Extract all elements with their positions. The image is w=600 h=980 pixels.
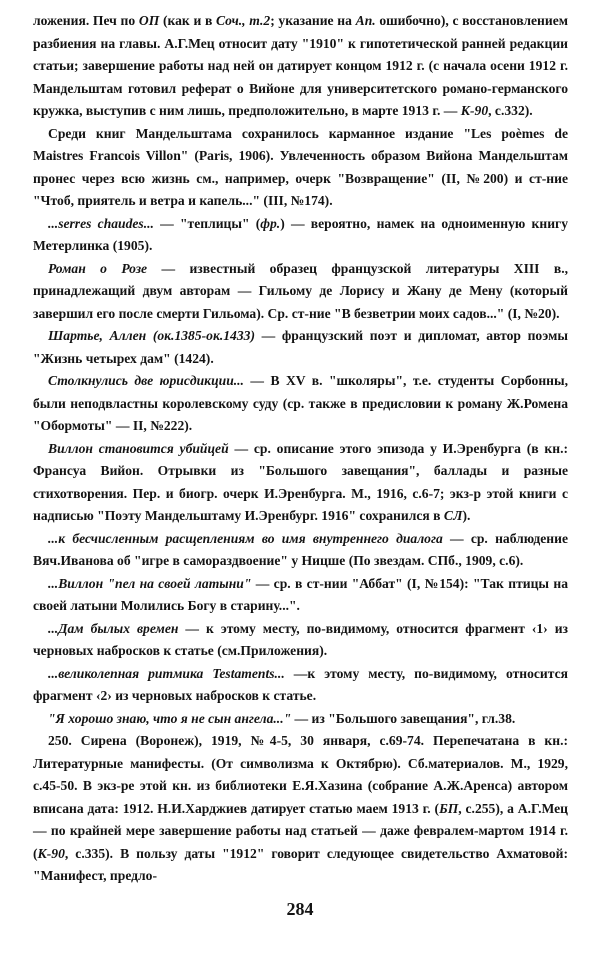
text-segment: ) — вероятно, намек на одноименную книгу Метерлинка (1905). — [33, 215, 568, 253]
commentary-paragraph — [33, 325, 568, 370]
italic-text-segment: К-90 — [37, 845, 65, 861]
text-segment: — к этому месту, по-видимому, относится фрагмент ‹1› из черновых набросков к статье (см.Приложения). — [33, 620, 568, 658]
text-segment: — В XV в. "школяры", т.е. студенты Сорбонны, были неподвластны королевскому суду (ср. также в предисловии к роману Ж.Ромена "Обормоты" — II, №222). — [33, 373, 568, 433]
text-segment: , с.335). В пользу даты "1912" говорит следующее свидетельство Ахматовой: "Манифест, предло- — [33, 845, 568, 883]
italic-text-segment: фр. — [260, 215, 281, 231]
italic-text-segment: К-90 — [460, 103, 489, 118]
text-segment: ). — [462, 508, 471, 523]
commentary-text — [33, 10, 568, 888]
italic-text-segment: Шартье, Аллен (ок.1385-ок.1433) — [48, 328, 255, 343]
italic-text-segment: ОП — [138, 13, 160, 28]
italic-text-segment: ...Виллон "пел на своей латыни" — [48, 575, 252, 591]
text-segment: — ср. в ст-нии "Аббат" (I, №154): "Так птицы на своей латыни Молились Богу в старину...". — [33, 575, 568, 613]
commentary-paragraph — [33, 123, 568, 213]
text-segment: 250. Сирена (Воронеж), 1919, №4-5, 30 января, с.69-74. Перепечатана в кн.: Литературные манифесты. (От символизма к Октябрю). Сб.материалов. М., 1929, с.45-50. В экз-ре этой кн. из библиотеки Е.Я.Хазина (собрание А.Ж.Аренса) автором вписана дата: 1912. Н.И.Харджиев датирует статью маем 1913 г. ( — [33, 733, 568, 816]
text-segment: — ср. описание этого эпизода у И.Эренбурга (в кн.: Франсуа Вийон. Отрывки из "Большого завещания", баллады и разные стихотворения. Пер. и биогр. очерк И.Эренбурга. М., 1916, с.6-7; экз-р этой книги с надписью "Поэту Мандельштаму И.Эренбург. 1916" сохранился в — [33, 440, 568, 523]
italic-text-segment: Ап. — [355, 13, 376, 28]
italic-text-segment: ...serres chaudes... — [48, 215, 154, 231]
commentary-paragraph — [33, 213, 568, 258]
italic-text-segment: Виллон становится убийцей — [48, 440, 229, 456]
text-segment: (как и в — [159, 13, 217, 28]
italic-text-segment: Столкнулись две юрисдикции... — [48, 373, 244, 388]
commentary-paragraph — [33, 258, 568, 326]
commentary-paragraph — [33, 618, 568, 663]
page-number: 284 — [286, 899, 314, 919]
italic-text-segment: СЛ — [443, 508, 463, 523]
commentary-paragraph — [33, 10, 568, 123]
commentary-paragraph — [33, 370, 568, 438]
text-segment: — "теплицы" ( — [153, 215, 261, 231]
text-segment: ошибочно), с восстановлением разбиения на главы. А.Г.Мец относит дату "1910" к гипотетической ранней редакции статьи; завершение работы над ней он датирует концом 1912 г. (с начала осени 1912 г. Мандельштам готовил реферат о Вийоне для университетского романо-германского кружка, выступив с ним лишь, предположительно, в марте 1913 г. — — [33, 13, 568, 118]
commentary-paragraph — [33, 730, 568, 888]
text-segment: — из "Большого завещания", гл.38. — [291, 710, 516, 726]
italic-text-segment: ...Дам былых времен — [48, 620, 179, 636]
text-segment: — французский поэт и дипломат, автор поэмы "Жизнь четырех дам" (1424). — [33, 328, 568, 366]
italic-text-segment: ...великолепная ритмика Testaments... — [48, 665, 285, 681]
italic-text-segment: Роман о Розе — [48, 260, 148, 276]
commentary-paragraph — [33, 708, 568, 731]
text-segment: — ср. наблюдение Вяч.Иванова об "игре в самораздвоение" у Ницше (По звездам. СПб., 1909, с.6). — [33, 530, 568, 568]
commentary-paragraph — [33, 528, 568, 573]
text-segment: — известный образец французской литературы XIII в., принадлежащий двум авторам — Гильому де Лорису и Жану де Мену (который завершил его после смерти Гильома). Ср. ст-ние "В безветрии моих садов..." (I, №20). — [33, 260, 568, 321]
italic-text-segment: ...к бесчисленным расщеплениям во имя внутреннего диалога — [48, 530, 443, 546]
commentary-paragraph — [33, 573, 568, 618]
commentary-paragraph — [33, 663, 568, 708]
text-segment: ложения. Печ по — [33, 13, 139, 28]
italic-text-segment: Соч., т.2 — [216, 13, 271, 28]
commentary-paragraph — [33, 438, 568, 528]
text-segment: , с.255), а А.Г.Мец — по крайней мере завершение работы над статьей — даже февралем-мартом 1914 г. ( — [33, 800, 568, 861]
italic-text-segment: "Я хорошо знаю, что я не сын ангела..." — [48, 710, 292, 726]
text-segment: , с.332). — [488, 103, 533, 118]
text-segment: Среди книг Мандельштама сохранилось карманное издание "Les poèmes de Maistres Francois Villon" (Paris, 1906). Увлеченность образом Вийона Мандельштам пронес через всю жизнь см., например, очерк "Возвращение" (II, №200) и ст-ние "Чтоб, приятель и ветра и капель..." (III, №174). — [33, 125, 568, 208]
italic-text-segment: БП — [439, 800, 459, 816]
text-segment: ; указание на — [270, 13, 356, 28]
text-segment: —к этому месту, по-видимому, относится фрагмент ‹2› из черновых набросков к статье. — [33, 665, 568, 703]
